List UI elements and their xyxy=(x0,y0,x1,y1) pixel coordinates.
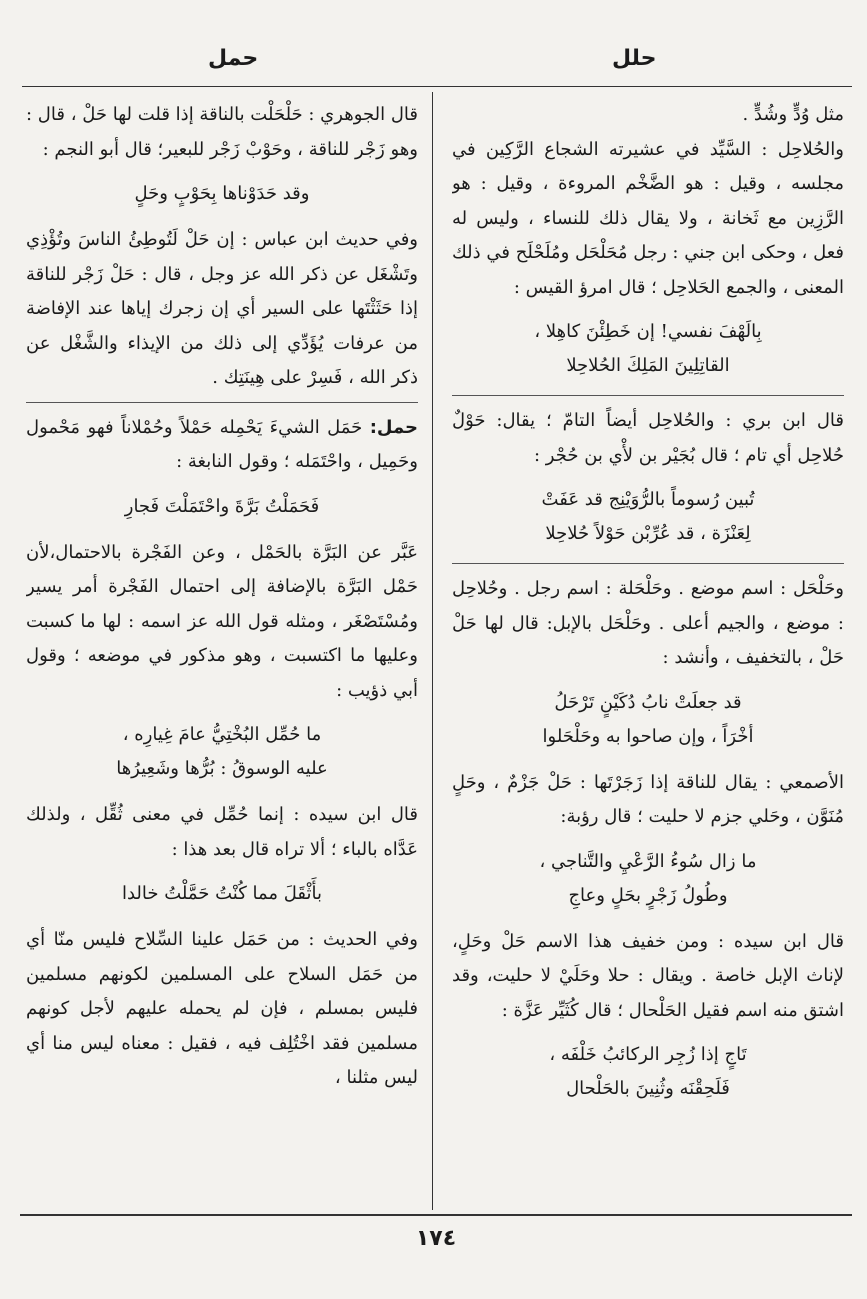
verse-line: بِالَهْفَ نفسي! إن خَطِئْنَ كاهِلا ، xyxy=(534,321,762,342)
verse-line: ما زال سُوءُ الرَّعْيِ والتَّناجي ، xyxy=(539,850,757,872)
verse-line: ما حُمِّل البُخْتِيُّ عامَ غِيارِه ، xyxy=(122,724,322,745)
verse xyxy=(452,686,844,754)
right-column xyxy=(452,98,844,1206)
verse xyxy=(452,845,844,913)
entry-paragraph xyxy=(26,411,418,480)
verse-line: بأَثْقَلَ مما كُنْتُ حَمَّلْتُ خالدا xyxy=(121,883,323,904)
verse xyxy=(452,1038,844,1106)
bottom-rule xyxy=(20,1214,852,1216)
paragraph: عَبَّر عن البَرَّة بالحَمْل ، وعن الفَجْرة بالاحتمال،لأن حَمْل البَرَّة بالإضافة إلى احتمال الفَجْرة أمر يسير ومُسْتَصْغَر ، ومثله قول الله عز اسمه : لها ما كسبت وعليها ما اكتسبت ، وهو مذكور في موضعه ؛ وقول أبي ذؤيب : xyxy=(26,541,418,701)
column-divider xyxy=(432,92,433,1210)
paragraph: قال الجوهري : حَلْحَلْت بالناقة إذا قلت لها حَلْ ، قال : وهو زَجْر للناقة ، وحَوْبْ زَجْر للبعير؛ قال أبو النجم : xyxy=(26,104,418,160)
verse-line: تَاجٍ إذا زُجِر الركائبُ خَلْفَه ، xyxy=(549,1044,747,1065)
verse-line: وطُولُ زَجْرٍ بحَلٍ وعاجِ xyxy=(568,884,728,906)
verse xyxy=(452,315,844,383)
header-right-entry: حلل xyxy=(612,46,657,71)
paragraph: وفي الحديث : من حَمَل علينا السِّلاح فليس منّا أي من حَمَل السلاح على المسلمين لكونهم مسلمين فليس بمسلم ، فإن لم يحمله عليهم لأجل كونهم مسلمين فقد اخْتُلِف فيه ، فقيل : معناه ليس منا أي ليس مثلنا ، xyxy=(26,929,418,1088)
verse xyxy=(26,490,418,524)
paragraph: والحُلاحِل : السَّيِّد في عشيرته الشجاع الرَّكِين في مجلسه ، وقيل : هو الضَّخْم المروءة ، وقيل : هو الرَّزِين مع ثَخانة ، ولا يقال ذلك للنساء ، وليس له فعل ، وحكى ابن جني : رجل مُحَلْحَل ومُلَحْلَح في ذلك المعنى ، والجمع الحَلاحِل ؛ قال امرؤ القيس : xyxy=(452,138,844,298)
paragraph: قال ابن سيده : ومن خفيف هذا الاسم حَلْ وحَلٍ، لإناث الإبل خاصة . ويقال : حلا وحَلَيْ لا حليت، وقد اشتق منه اسم فقيل الحَلْحال ؛ قال كُثَيِّر عَزَّة : xyxy=(452,930,844,1021)
paragraph: وفي حديث ابن عباس : إن حَلْ لَتُوطِئُ الناسَ وتُؤْذِي وتَشْغَل عن ذكر الله عز وجل ، قال : حَلْ زَجْر للناقة إذا حَثَثْتَها على السير أي إن زجرك إياها عند الإفاضة من عرفات يُؤَدِّي إلى ذلك من الإيذاء والشَّغْل عن ذكر الله ، فَسِرْ على هِينَتِك . xyxy=(26,229,418,388)
verse-line: عليه الوسوقُ : بُرُّها وشَعِيرُها xyxy=(116,758,328,779)
verse-line: أخْرَاً ، وإن صاحوا به وحَلْحَلوا xyxy=(542,725,754,747)
header-left-entry: حمل xyxy=(208,46,259,71)
separator xyxy=(452,395,844,396)
verse xyxy=(26,718,418,786)
verse-line: وقد حَدَوْناها بِحَوْبٍ وحَلٍ xyxy=(134,183,310,204)
verse xyxy=(452,483,844,551)
paragraph: الأصمعي : يقال للناقة إذا زَجَرْتَها : حَلْ جَزْمٌ ، وحَلٍ مُنَوَّن ، وحَلي جزم لا حليت ؛ قال رؤبة: xyxy=(452,771,844,827)
top-rule xyxy=(22,86,852,87)
entry-headword: حمل: xyxy=(369,416,418,438)
left-column xyxy=(26,98,418,1206)
verse-line: لِعَنْزَة ، قد عُرِّبْن حَوْلاً حُلاحِلا xyxy=(545,523,751,544)
verse-line: قد جعلَتْ نابُ دُكَيْنٍ تَرْحَلُ xyxy=(554,691,742,713)
paragraph: قال ابن سيده : إنما حُمِّل في معنى ثُقِّل ، ولذلك عَدَّاه بالباء ؛ ألا تراه قال بعد هذا : xyxy=(26,804,418,860)
verse-line: تُبين رُسوماً بالرُّوَيْنِج قد عَفَتْ xyxy=(541,489,755,510)
separator xyxy=(452,563,844,564)
separator xyxy=(26,402,418,403)
entry-text: حَمَل الشيءَ يَحْمِله حَمْلاً وحُمْلاناً فهو مَحْمول وحَمِيل ، واحْتَمَله ؛ وقول النابغة : xyxy=(26,416,418,472)
paragraph: مثل وُدٍّ وشُدٍّ . xyxy=(742,104,844,125)
verse-line: القاتِلِينَ المَلِكَ الحُلاحِلا xyxy=(566,355,730,376)
verse xyxy=(26,877,418,911)
page-number: ١٧٤ xyxy=(415,1226,457,1251)
verse xyxy=(26,177,418,211)
paragraph: وحَلْحَل : اسم موضع . وحَلْحَلة : اسم رجل . وحُلاحِل : موضع ، والجيم أعلى . وحَلْحَل بالإبل: قال لها حَلْ حَلْ ، بالتخفيف ، وأنشد : xyxy=(452,578,844,668)
verse-line: فَلَحِقْنَه وثُنِينَ بالحَلْحال xyxy=(566,1078,730,1099)
paragraph: قال ابن بري : والحُلاحِل أيضاً التامّ ؛ يقال: حَوْلٌ حُلاحِل أي تام ؛ قال بُجَيْر بن لأْي بن حُجْر : xyxy=(452,410,844,466)
verse-line: فَحَمَلْتُ بَرَّةَ واحْتَمَلْتَ فَجارِ xyxy=(124,495,320,517)
